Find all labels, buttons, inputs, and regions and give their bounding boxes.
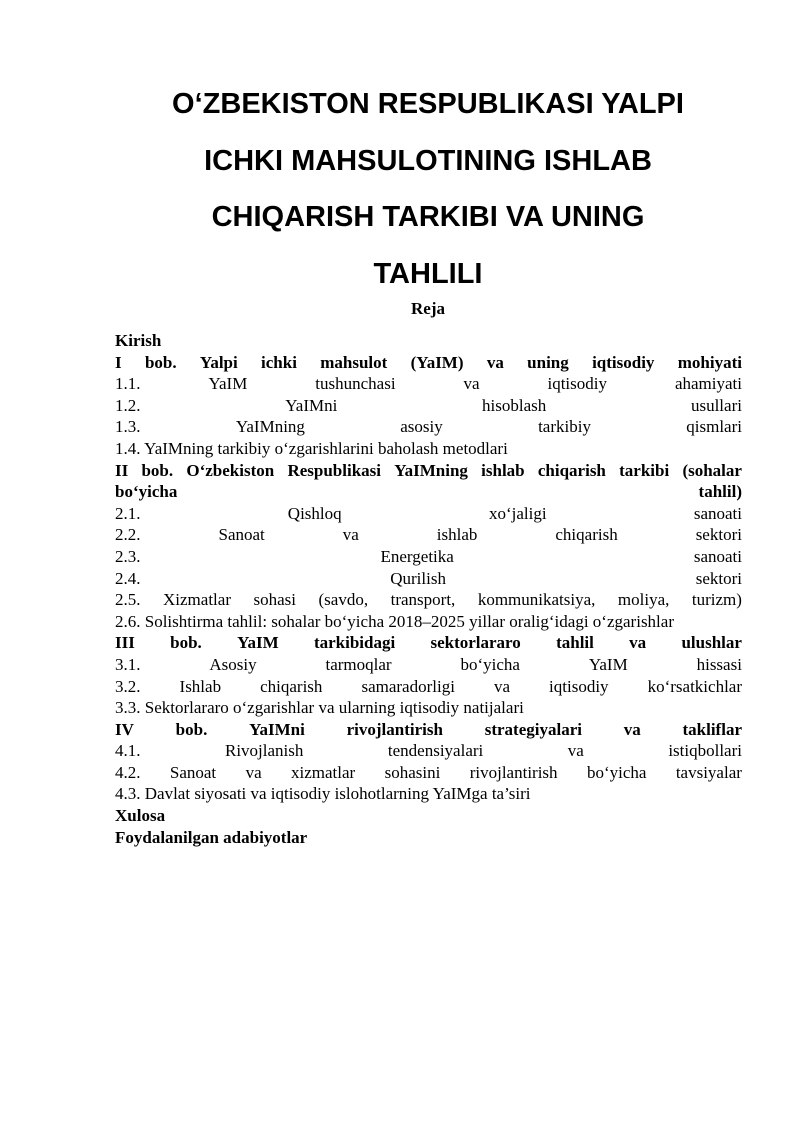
toc-word: va: [629, 633, 647, 653]
toc-word: YaIM: [237, 633, 279, 653]
toc-entry: [115, 546, 742, 568]
toc-word: tahlil): [698, 482, 742, 502]
toc-entry: [115, 460, 742, 482]
document-title: [100, 76, 756, 302]
toc-word: sohasini: [384, 762, 441, 782]
toc-word: ko‘rsatkichlar: [647, 676, 742, 696]
toc-word: sektori: [695, 568, 742, 588]
toc-word: sektori: [695, 525, 742, 545]
toc-word: 4.1.: [115, 741, 141, 761]
toc-word: (sohalar: [682, 460, 742, 480]
toc-word: chiqarish: [555, 525, 618, 545]
toc-word: (savdo,: [318, 590, 369, 610]
toc-word: uning: [527, 352, 569, 372]
toc-word: tushunchasi: [315, 374, 396, 394]
toc-entry: [115, 589, 742, 611]
toc-word: ishlab: [436, 525, 478, 545]
toc-word: ichki: [261, 352, 297, 372]
toc-entry: 1.4. YaIMning tarkibiy o‘zgarishlarini baholash metodlari: [115, 438, 508, 458]
toc-entry: 3.3. Sektorlararo o‘zgarishlar va ularning iqtisodiy natijalari: [115, 698, 524, 718]
toc-word: sohasi: [253, 590, 296, 610]
toc-word: tarkibiy: [538, 417, 591, 437]
toc-word: IV: [115, 719, 134, 739]
toc-word: Rivojlanish: [225, 741, 304, 761]
toc-word: asosiy: [400, 417, 443, 437]
toc-word: 2.5.: [115, 590, 141, 610]
toc-word: sanoati: [693, 546, 742, 566]
toc-word: tarmoqlar: [325, 654, 392, 674]
toc-word: va: [493, 676, 511, 696]
toc-word: tarkibi: [619, 460, 670, 480]
toc-word: Sanoat: [218, 525, 265, 545]
toc-word: takliflar: [682, 719, 742, 739]
toc-word: mahsulot: [320, 352, 388, 372]
toc-word: 1.2.: [115, 395, 141, 415]
toc-entry: Xulosa: [115, 806, 166, 826]
toc-word: YaIMni: [285, 395, 338, 415]
toc-word: hissasi: [696, 654, 742, 674]
toc-entry: [115, 676, 742, 698]
toc-word: I: [115, 352, 122, 372]
toc-word: va: [342, 525, 359, 545]
toc-entry: 2.6. Solishtirma tahlil: sohalar bo‘yicha 2018–2025 yillar oralig‘idagi o‘zgarishlar: [115, 611, 674, 631]
toc-entry: [115, 395, 742, 417]
plan-heading: Reja: [411, 299, 445, 318]
toc-word: Energetika: [380, 546, 454, 566]
toc-word: bo‘yicha: [586, 762, 647, 782]
toc-word: xo‘jaligi: [488, 503, 547, 523]
toc-entry: [115, 503, 742, 525]
toc-word: va: [567, 741, 584, 761]
toc-word: iqtisodiy: [592, 352, 655, 372]
toc-entry: [115, 719, 742, 741]
toc-word: iqtisodiy: [547, 374, 607, 394]
toc-word: 2.1.: [115, 503, 141, 523]
toc-word: Sanoat: [169, 762, 217, 782]
toc-word: va: [623, 719, 641, 739]
toc-word: YaIMning: [235, 417, 305, 437]
toc-word: YaIMning: [394, 460, 468, 480]
toc-word: Respublikasi: [287, 460, 381, 480]
toc-word: 2.4.: [115, 568, 141, 588]
toc-word: 2.3.: [115, 546, 141, 566]
toc-word: bob.: [175, 719, 208, 739]
toc-word: 2.2.: [115, 525, 141, 545]
toc-word: (YaIM): [410, 352, 464, 372]
toc-word: Ishlab: [179, 676, 222, 696]
toc-entry: [115, 568, 742, 590]
toc-word: tendensiyalari: [387, 741, 484, 761]
title-line: ICHKI MAHSULOTINING ISHLAB: [204, 144, 652, 177]
toc-entry: [115, 632, 742, 654]
table-of-contents: [115, 330, 742, 848]
toc-word: va: [463, 374, 480, 394]
toc-word: bob.: [141, 460, 174, 480]
title-line: CHIQARISH TARKIBI VA UNING: [211, 201, 645, 233]
toc-word: istiqbollari: [668, 741, 742, 761]
title-line: TAHLILI: [373, 257, 483, 290]
toc-word: 3.2.: [115, 676, 141, 696]
toc-word: rivojlantirish: [469, 762, 558, 782]
toc-word: tahlil: [556, 633, 594, 653]
toc-word: ahamiyati: [674, 374, 742, 394]
toc-word: Qishloq: [287, 503, 342, 523]
toc-word: Xizmatlar: [163, 590, 231, 610]
toc-word: YaIMni: [249, 719, 305, 739]
toc-word: ishlab: [481, 460, 525, 480]
toc-word: 3.1.: [115, 654, 141, 674]
toc-word: chiqarish: [260, 676, 323, 696]
toc-word: 1.3.: [115, 417, 141, 437]
toc-word: Asosiy: [209, 654, 257, 674]
title-line: O‘ZBEKISTON RESPUBLIKASI YALPI: [172, 88, 684, 120]
toc-word: hisoblash: [482, 395, 547, 415]
toc-entry: [115, 762, 742, 784]
toc-entry: [115, 373, 742, 395]
toc-word: O‘zbekiston: [186, 460, 275, 480]
toc-entry: [115, 481, 742, 503]
toc-word: 1.1.: [115, 374, 141, 394]
toc-word: mohiyati: [677, 352, 742, 372]
toc-word: transport,: [390, 590, 456, 610]
toc-word: ulushlar: [681, 633, 742, 653]
toc-word: moliya,: [617, 590, 670, 610]
toc-word: turizm): [691, 590, 742, 610]
toc-word: III: [115, 633, 135, 653]
toc-word: va: [486, 352, 504, 372]
toc-word: sanoati: [693, 503, 742, 523]
toc-word: II: [115, 460, 129, 480]
toc-word: rivojlantirish: [346, 719, 443, 739]
toc-word: kommunikatsiya,: [477, 590, 596, 610]
toc-word: YaIM: [588, 654, 628, 674]
toc-word: Qurilish: [390, 568, 446, 588]
toc-word: samaradorligi: [361, 676, 455, 696]
toc-entry: Foydalanilgan adabiyotlar: [115, 827, 308, 847]
toc-word: 4.2.: [115, 762, 141, 782]
toc-word: tavsiyalar: [675, 762, 742, 782]
toc-entry: [115, 352, 742, 374]
toc-word: bob.: [170, 633, 202, 653]
toc-word: iqtisodiy: [549, 676, 609, 696]
toc-entry: [115, 524, 742, 546]
toc-entry: 4.3. Davlat siyosati va iqtisodiy islohotlarning YaIMga ta’siri: [115, 784, 531, 804]
toc-word: usullari: [690, 395, 742, 415]
toc-word: va: [245, 762, 262, 782]
toc-entry: Kirish: [115, 331, 162, 350]
toc-word: Yalpi: [199, 352, 238, 372]
toc-word: chiqarish: [537, 460, 606, 480]
toc-word: tarkibidagi: [313, 633, 396, 653]
toc-word: bob.: [144, 352, 177, 372]
toc-word: strategiyalari: [484, 719, 582, 739]
toc-word: YaIM: [208, 374, 248, 394]
toc-entry: [115, 654, 742, 676]
toc-word: sektorlararo: [430, 633, 521, 653]
toc-word: bo‘yicha: [115, 482, 178, 502]
toc-entry: [115, 740, 742, 762]
toc-word: bo‘yicha: [460, 654, 520, 674]
toc-entry: [115, 416, 742, 438]
toc-word: xizmatlar: [291, 762, 356, 782]
toc-word: qismlari: [686, 417, 742, 437]
